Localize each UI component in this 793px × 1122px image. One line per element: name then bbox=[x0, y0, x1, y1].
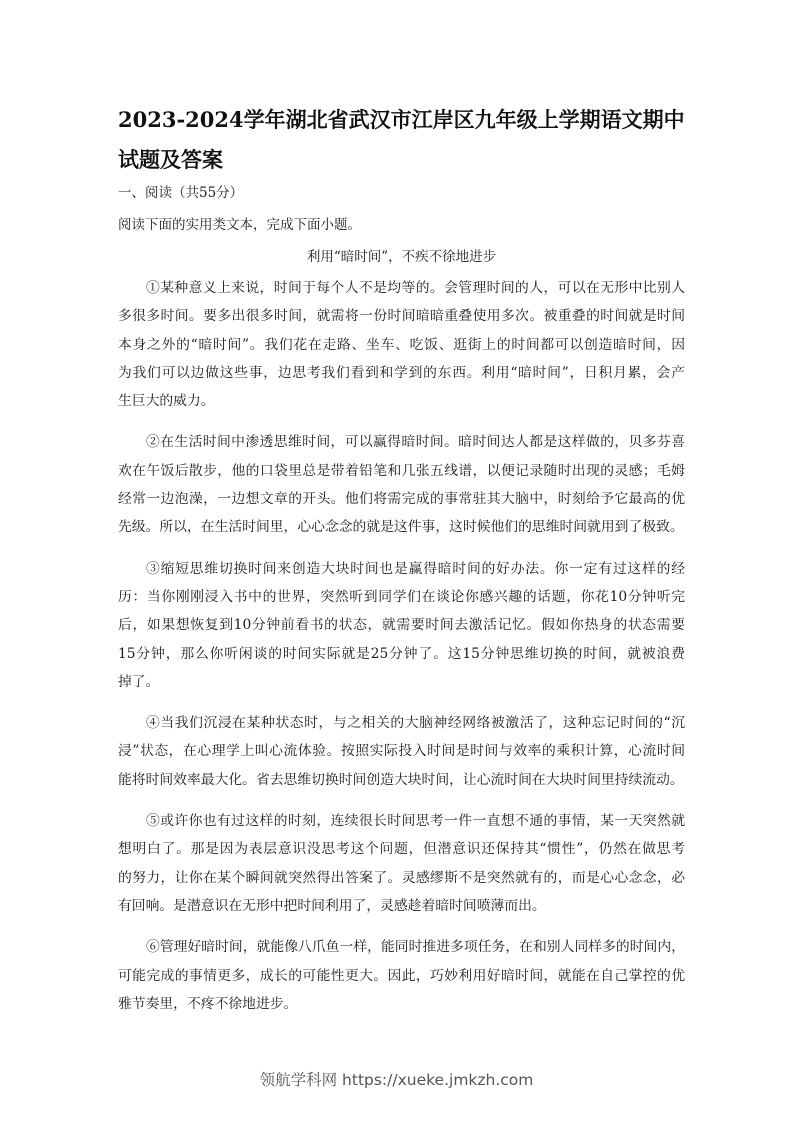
paragraph-line: ①某种意义上来说，时间于每个人不是均等的。会管理时间的人，可以在无形中比别人 bbox=[146, 280, 685, 296]
title-line: 试题及答案 bbox=[118, 147, 223, 172]
footer-watermark: 领航学科网 https://xueke.jmkzh.com bbox=[259, 1071, 534, 1089]
paragraph-line: 15分钟，那么你听闲谈的时间实际就是25分钟了。这15分钟思维切换的时间，就被浪费 bbox=[118, 645, 685, 662]
article-title: 利用“暗时间”，不疾不徐地进步 bbox=[306, 249, 497, 265]
title-line: 2023-2024学年湖北省武汉市江岸区九年级上学期语文期中 bbox=[118, 107, 685, 132]
paragraph-line: 掉了。 bbox=[118, 673, 160, 690]
paragraph-2 bbox=[118, 428, 685, 541]
paragraph-1 bbox=[118, 274, 685, 415]
instruction-text: 阅读下面的实用类文本，完成下面小题。 bbox=[118, 217, 361, 233]
paragraph-line: 欢在午饭后散步，他的口袋里总是带着铅笔和几张五线谱，以便记录随时出现的灵感；毛姆 bbox=[118, 462, 685, 479]
paragraph-3 bbox=[118, 555, 685, 696]
paragraph-line: ⑥管理好暗时间，就能像八爪鱼一样，能同时推进多项任务，在和别人同样多的时间内， bbox=[146, 939, 685, 956]
paragraph-line: ④当我们沉浸在某种状态时，与之相关的大脑神经网络被激活了，这种忘记时间的“沉 bbox=[146, 715, 685, 732]
paragraph-line: ③缩短思维切换时间来创造大块时间也是赢得暗时间的好办法。你一定有过这样的经 bbox=[146, 560, 685, 577]
paragraph-6 bbox=[118, 933, 685, 1018]
article-body bbox=[118, 274, 685, 1031]
paragraph-line: 本身之外的“暗时间”。我们花在走路、坐车、吃饭、逛街上的时间都可以创造暗时间，因 bbox=[118, 336, 685, 353]
document-title bbox=[118, 100, 688, 180]
paragraph-4 bbox=[118, 709, 685, 794]
paragraph-line: 想明白了。那是因为表层意识没思考这个问题，但潜意识还保持其“惯性”，仍然在做思考 bbox=[118, 841, 685, 858]
paragraph-line: 雅节奏里，不疼不徐地进步。 bbox=[118, 995, 298, 1012]
paragraph-line: 为我们可以边做这些事，边思考我们看到和学到的东西。利用“暗时间”，日积月累，会产 bbox=[118, 364, 685, 381]
paragraph-line: 多很多时间。要多出很多时间，就需将一份时间暗暗重叠使用多次。被重叠的时间就是时间 bbox=[118, 308, 685, 325]
paragraph-line: 浸”状态，在心理学上叫心流体验。按照实际投入时间是时间与效率的乘积计算，心流时间 bbox=[118, 743, 685, 760]
paragraph-line: 生巨大的威力。 bbox=[118, 393, 215, 410]
paragraph-line: 后，如果想恢复到10分钟前看书的状态，就需要时间去激活记忆。假如你热身的状态需要 bbox=[118, 617, 685, 634]
paragraph-line: 历：当你刚刚浸入书中的世界，突然听到同学们在谈论你感兴趣的话题，你花10分钟听完 bbox=[118, 588, 685, 605]
paragraph-line: 先级。所以，在生活时间里，心心念念的就是这件事，这时候他们的思维时间就用到了极致。 bbox=[118, 519, 684, 536]
paragraph-line: 有回响。是潜意识在无形中把时间利用了，灵感趁着暗时间喷薄而出。 bbox=[118, 897, 546, 914]
paragraph-line: 经常一边泡澡，一边想文章的开头。他们将需完成的事常驻其大脑中，时刻给予它最高的优 bbox=[118, 491, 685, 508]
section-heading: 一、阅读（共55分） bbox=[118, 185, 244, 201]
paragraph-5 bbox=[118, 807, 685, 920]
paragraph-line: 能将时间效率最大化。省去思维切换时间创造大块时间，让心流时间在大块时间里持续流动。 bbox=[118, 771, 684, 788]
paragraph-line: ②在生活时间中渗透思维时间，可以赢得暗时间。暗时间达人都是这样做的，贝多芬喜 bbox=[146, 434, 685, 451]
paragraph-line: ⑤或许你也有过这样的时刻，连续很长时间思考一件一直想不通的事情，某一天突然就 bbox=[146, 813, 685, 830]
paragraph-line: 的努力，让你在某个瞬间就突然得出答案了。灵感缪斯不是突然就有的，而是心心念念，必 bbox=[118, 869, 685, 886]
paragraph-line: 可能完成的事情更多，成长的可能性更大。因此，巧妙利用好暗时间，就能在自己掌控的优 bbox=[118, 967, 685, 984]
